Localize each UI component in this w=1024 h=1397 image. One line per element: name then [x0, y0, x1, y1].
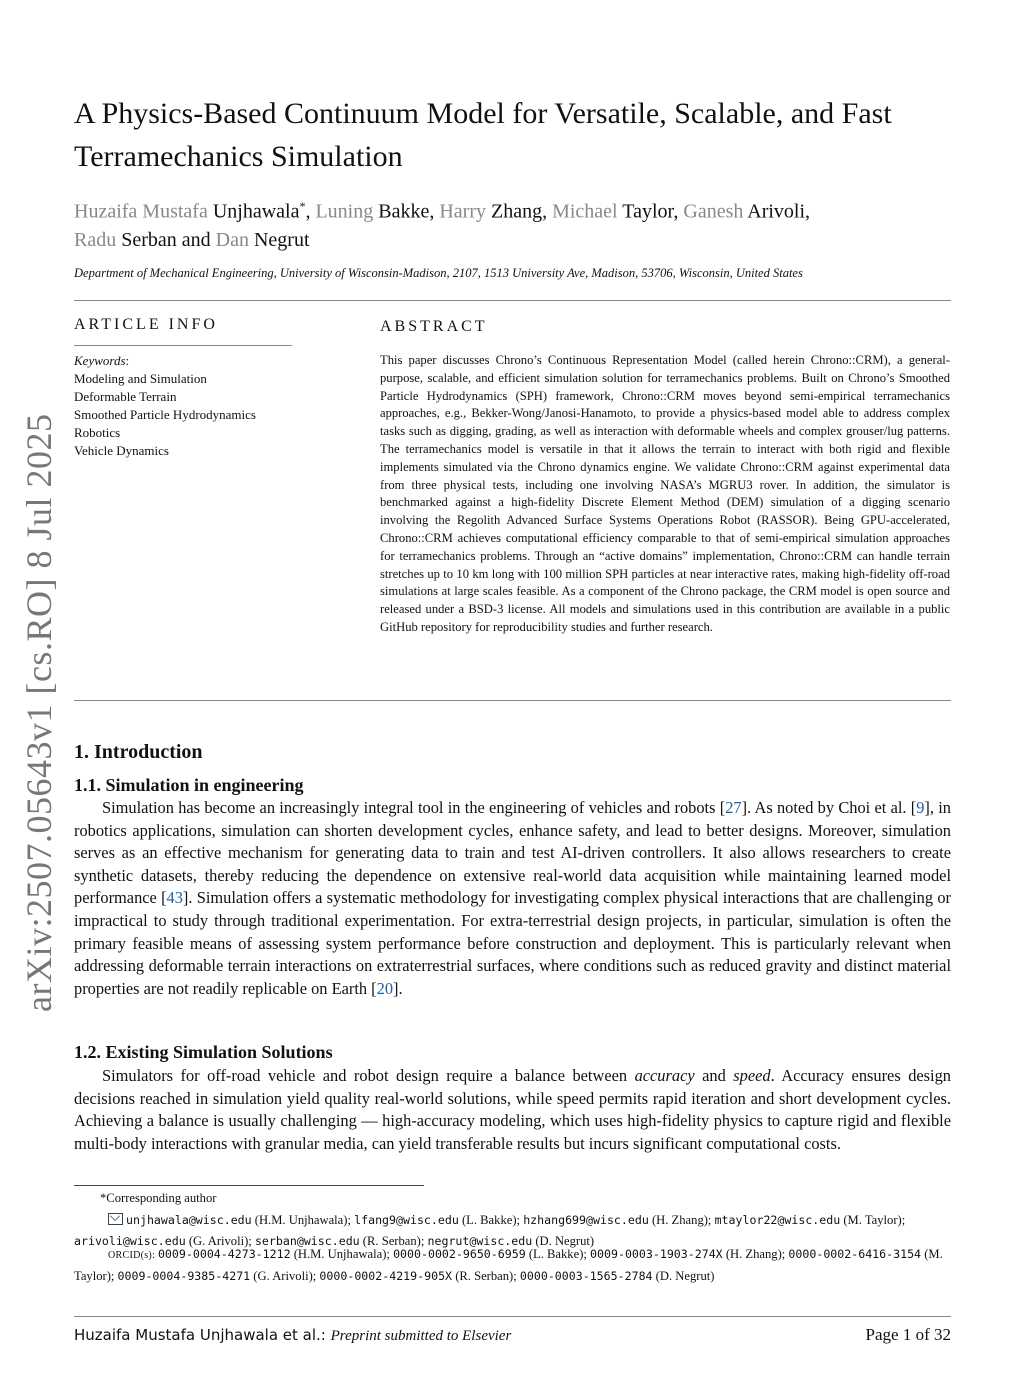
running-author: Huzaifa Mustafa Unjhawala et al.: [74, 1326, 321, 1344]
citation-link: 20: [376, 978, 394, 998]
author-first-name: Michael: [552, 200, 623, 223]
author-first-name: Radu: [74, 228, 122, 251]
author-first-name: Ganesh: [683, 200, 748, 223]
paragraph-text: ]. As noted by Choi et al. [: [741, 798, 917, 817]
email-address: arivoli@wisc.edu: [74, 1234, 186, 1248]
article-info-heading: ARTICLE INFO: [74, 316, 218, 333]
paragraph-text: and: [694, 1066, 734, 1085]
paragraph-text: ], in robotics applications, simulation can shorten development cycles, enhance safety, and lead to better designs. Moreover, simulation serves as an effective mechanism for generating data to train and test AI-driven controllers. It also allows researchers to create synthetic datasets, thereby reducing the dependence on extensive real-world data acquisition while maintaining learned model performance [: [74, 798, 951, 908]
venue-note: Preprint submitted to Elsevier: [330, 1328, 512, 1344]
keyword-item: Vehicle Dynamics: [74, 443, 169, 458]
author-last-name: Zhang: [490, 200, 543, 223]
orcid-owner: (L. Bakke);: [525, 1247, 591, 1261]
envelope-icon: [108, 1213, 123, 1225]
intro-paragraph-2: [74, 1065, 951, 1155]
author-first-name: Dan: [215, 228, 254, 251]
author-last-name: Negrut: [253, 228, 310, 251]
orcid-owner: (D. Negrut): [652, 1269, 715, 1283]
email-address: unjhawala@wisc.edu: [126, 1213, 252, 1227]
email-address: hzhang699@wisc.edu: [523, 1213, 649, 1227]
author-first-name: Harry: [439, 200, 491, 223]
paragraph-text: ].: [393, 978, 403, 998]
author-last-name: Unjhawala: [212, 200, 300, 223]
abstract-divider: [74, 700, 951, 701]
email-owner: (L. Bakke);: [458, 1213, 524, 1227]
orcid-id: 0000-0002-9650-6959: [393, 1247, 526, 1261]
keywords-block: Keywords: Modeling and Simulation Deformable Terrain Smoothed Particle Hydrodynamics Robotics Vehicle Dynamics: [74, 352, 294, 460]
author-separator: and: [176, 228, 211, 251]
author-first-name: Huzaifa Mustafa: [74, 200, 213, 223]
paragraph-text: Simulators for off-road vehicle and robot design require a balance between: [102, 1066, 635, 1085]
footnote-rule: [74, 1185, 424, 1186]
email-owner: (R. Serban);: [359, 1234, 428, 1248]
email-address: lfang9@wisc.edu: [354, 1213, 459, 1227]
author-last-name: Taylor: [622, 200, 674, 223]
author-last-name: Serban: [121, 228, 177, 251]
article-info-divider: [74, 345, 292, 346]
paragraph-text: Simulation has become an increasingly integral tool in the engineering of vehicles and robots [: [102, 798, 726, 817]
emphasis-text: accuracy: [634, 1066, 695, 1085]
citation-link: 43: [166, 888, 183, 908]
orcid-id: 0000-0003-1565-2784: [519, 1269, 653, 1283]
arxiv-identifier: arXiv:2507.05643v1 [cs.RO] 8 Jul 2025: [19, 413, 59, 1012]
author-last-name: Arivoli: [747, 200, 806, 223]
paragraph-text: . Accuracy ensures design decisions reached in simulation yield quality real-world solutions, while speed permits rapid iteration and short development cycles. Achieving a balance is usually challenging — high-accuracy modeling, which uses high-fidelity physics to capture rigid and flexible multi-body interactions with granular media, can yield transferable results but incurs significant computational costs.: [74, 1066, 951, 1153]
orcid-owner: (H. Zhang);: [722, 1247, 789, 1261]
section-introduction: 1. Introduction: [74, 741, 203, 763]
orcid-id: 0000-0002-4219-905X: [319, 1269, 453, 1283]
author-separator: ,: [673, 200, 679, 223]
affiliation: Department of Mechanical Engineering, University of Wisconsin-Madison, 2107, 1513 University Ave, Madison, 53706, Wisconsin, United States: [74, 266, 803, 280]
corresponding-mark: *: [299, 199, 306, 213]
author-last-name: Bakke: [378, 200, 430, 223]
email-owner: (H.M. Unjhawala);: [251, 1213, 355, 1227]
orcid-id: 0000-0002-6416-3154: [788, 1247, 922, 1261]
abstract-text: This paper discusses Chrono’s Continuous Representation Model (called herein Chrono::CRM), a general-purpose, scalable, and efficient simulation solution for terramechanics problems. Built on Chrono’s Smoothed Particle Hydrodynamics (SPH) framework, Chrono::CRM moves beyond semi-empirical terramechanics approaches, e.g., Bekker-Wong/Janosi-Hanamoto, to provide a physics-based model able to address complex tasks such as digging, grading, as well as interaction with deformable wheels and complex grouser/lug patterns. The terramechanics model is versatile in that it allows the terrain to interact with both rigid and flexible implements simulated via the Chrono dynamics engine. We validate Chrono::CRM against experimental data from three physical tests, including one involving NASA’s MGRU3 rover. In addition, the simulator is benchmarked against a high-fidelity Discrete Element Method (DEM) simulation of a digging scenario involving the Regolith Advanced Surface Systems Operations Robot (RASSOR). Being GPU-accelerated, Chrono::CRM achieves computational efficiency comparable to that of semi-empirical simulation approaches for terramechanics problems. Through an “active domains” implementation, Chrono::CRM can handle terrain stretches up to 10 km long with 100 million SPH particles at near interactive rates, making high-fidelity off-road simulations at large scales feasible. As a component of the Chrono package, the CRM model is open source and released under a BSD-3 license. All models and simulations used in this contribution are available in a public GitHub repository for reproducibility studies and further research.: [380, 353, 950, 634]
email-owner: (G. Arivoli);: [185, 1234, 255, 1248]
orcid-owner: (R. Serban);: [452, 1269, 520, 1283]
author-separator: ,: [305, 200, 311, 223]
orcid-owner: (H.M. Unjhawala);: [290, 1247, 394, 1261]
keyword-item: Modeling and Simulation: [74, 371, 207, 386]
author-separator: ,: [429, 200, 435, 223]
corresponding-author-note: *Corresponding author: [100, 1191, 217, 1205]
citation-link: 27: [725, 798, 742, 817]
orcid-id: 0009-0003-1903-274X: [590, 1247, 723, 1261]
author-separator: ,: [542, 200, 548, 223]
orcid-label: ORCID(s):: [108, 1250, 158, 1261]
orcid-id: 0009-0004-9385-4271: [117, 1269, 251, 1283]
orcid-owner: (G. Arivoli);: [250, 1269, 320, 1283]
header-divider: [74, 300, 951, 301]
paragraph-text: ]. Simulation offers a systematic methodology for investigating complex physical interactions that are challenging or impractical to study through traditional experimentation. For extra-terrestrial design projects, in particular, simulation is often the primary feasible means of assessing system performance before construction and deployment. This is particularly relevant when addressing deformable terrain interactions on extraterrestrial surfaces, where conditions such as reduced gravity and distinct material properties are not readily replicable on Earth [: [74, 888, 951, 998]
author-list: [74, 192, 954, 254]
keywords-list: [74, 370, 294, 460]
keyword-item: Deformable Terrain: [74, 389, 177, 404]
page-number: Page 1 of 32: [865, 1325, 951, 1344]
keyword-item: Smoothed Particle Hydrodynamics: [74, 407, 256, 422]
intro-paragraph-1: [74, 797, 951, 1000]
orcid-owner: (M. Taylor);: [74, 1247, 943, 1283]
keyword-item: Robotics: [74, 425, 121, 440]
subsection-existing-solutions: 1.2. Existing Simulation Solutions: [74, 1042, 333, 1062]
email-owner: (D. Negrut): [532, 1234, 595, 1248]
email-owner: (M. Taylor);: [840, 1213, 906, 1227]
email-owner: (H. Zhang);: [648, 1213, 715, 1227]
running-footer: Huzaifa Mustafa Unjhawala et al.: Preprint submitted to Elsevier: [74, 1326, 512, 1344]
email-address: mtaylor22@wisc.edu: [714, 1213, 841, 1227]
orcid-footnote: [74, 1244, 951, 1287]
paper-title: A Physics-Based Continuum Model for Versatile, Scalable, and Fast Terramechanics Simulation: [74, 97, 892, 173]
footer-divider: [74, 1316, 951, 1317]
author-separator: ,: [805, 200, 811, 223]
author-first-name: Luning: [315, 200, 379, 223]
orcid-id: 0009-0004-4273-1212: [157, 1247, 291, 1261]
email-address: serban@wisc.edu: [254, 1234, 360, 1248]
emphasis-text: speed: [733, 1066, 771, 1085]
subsection-simulation-in-engineering: 1.1. Simulation in engineering: [74, 775, 304, 795]
abstract-heading: ABSTRACT: [380, 318, 488, 335]
email-address: negrut@wisc.edu: [427, 1234, 533, 1248]
keywords-label: Keywords: [74, 353, 126, 368]
citation-link: 9: [916, 798, 925, 817]
